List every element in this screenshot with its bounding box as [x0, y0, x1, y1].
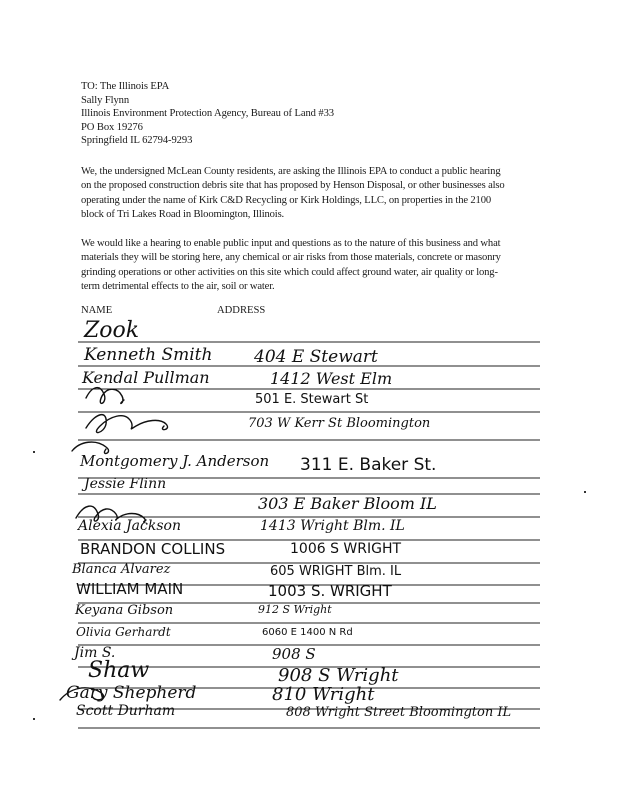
signer-address: 6060 E 1400 N Rd: [262, 627, 353, 638]
signer-name: Keyana Gibson: [75, 603, 174, 618]
signer-name: Scott Durham: [76, 703, 176, 719]
signer-name: Alexia Jackson: [78, 518, 181, 534]
signer-address: 912 S Wright: [258, 603, 332, 616]
signer-name: Zook: [84, 318, 140, 343]
signer-address: 605 WRIGHT Blm. IL: [270, 564, 402, 579]
signer-address: 908 S Wright: [278, 665, 399, 686]
recipient-line: Springfield IL 62794-9293: [81, 135, 193, 146]
scribble-signature: [86, 388, 124, 404]
signer-address: 311 E. Baker St.: [300, 455, 437, 475]
recipient-line: Sally Flynn: [81, 94, 130, 106]
recipient-line: Illinois Environment Protection Agency, Bureau of Land #33: [81, 108, 335, 119]
name-column-header: NAME: [81, 305, 113, 316]
scribble-signature: [86, 415, 168, 433]
signer-name: Jim S.: [74, 645, 116, 661]
signer-name: Gary Shepherd: [66, 683, 197, 703]
petition-hearing-paragraph: We would like a hearing to enable public input and questions as to the nature of this business and what materials they will be storing here, any chemical or air risks from those materials, concrete or masonry grinding operations or other activities on this site which could affect ground water, air quality or long-term detrimental effects to the air, soil or water.: [81, 238, 501, 293]
signer-address: 1003 S. WRIGHT: [268, 582, 392, 600]
signer-address: 1413 Wright Blm. IL: [260, 518, 405, 534]
signer-name: Jessie Flinn: [84, 476, 167, 492]
signer-name: Blanca Alvarez: [72, 562, 171, 577]
signer-name: Kenneth Smith: [84, 345, 213, 365]
signer-address: 501 E. Stewart St: [255, 392, 369, 407]
signer-address: 808 Wright Street Bloomington IL: [286, 705, 512, 720]
signer-name: Montgomery J. Anderson: [80, 452, 270, 470]
petition-request-paragraph: We, the undersigned McLean County residents, are asking the Illinois EPA to conduct a public hearing on the proposed construction debris site that has proposed by Henson Disposal, or other businesses also operating under the name of Kirk C&D Recycling or Kirk Holdings, LLC, on properties in the 2100 block of Tri Lakes Road in Bloomington, Illinois.: [81, 166, 505, 221]
signer-address: 1006 S WRIGHT: [290, 541, 402, 557]
address-column-header: ADDRESS: [217, 305, 266, 316]
signer-address: 908 S: [272, 645, 316, 663]
signer-address: 703 W Kerr St Bloomington: [248, 416, 431, 431]
signer-name: Olivia Gerhardt: [76, 625, 171, 639]
signer-address: 303 E Baker Bloom IL: [258, 494, 437, 513]
recipient-line: PO Box 19276: [81, 121, 143, 133]
signer-name: Kendal Pullman: [82, 368, 210, 387]
signer-address: 404 E Stewart: [254, 347, 378, 367]
recipient-line: TO: The Illinois EPA: [81, 81, 170, 92]
signer-name: WILLIAM MAIN: [76, 580, 184, 598]
signer-name: Shaw: [88, 658, 150, 683]
signer-address: 1412 West Elm: [270, 369, 393, 388]
signer-address: 810 Wright: [272, 684, 375, 705]
signer-name: BRANDON COLLINS: [80, 540, 226, 558]
